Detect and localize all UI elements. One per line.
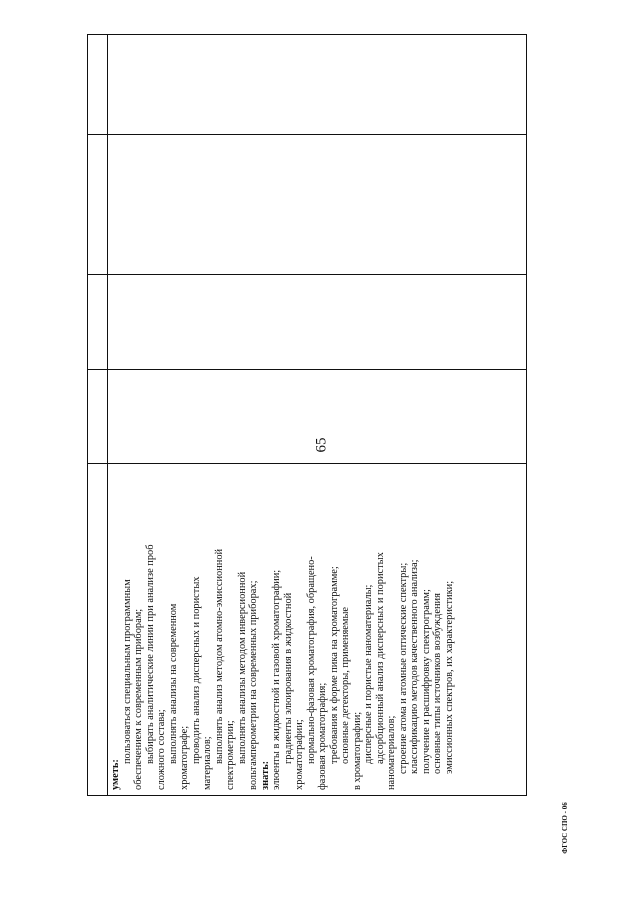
text-line: дисперсные и пористые наноматериалы; [363,584,374,764]
text-line: основные типы источников возбуждения [432,593,443,774]
text-line: выполнять анализ методом атомно-эмиссионной [213,548,225,764]
text-line: основные детекторы, применяемые [340,606,351,764]
text-line: адсорбционный анализ дисперсных и пористых [374,552,386,764]
table-row-divider [88,369,526,370]
page-number: 65 [313,437,330,453]
text-line: вольтамперометрии на современных приборах; [248,580,259,790]
text-line: выполнять анализы методом инверсионной [236,571,248,764]
text-line: градиенты элюирования в жидкостной [282,592,294,764]
text-line: эмиссионных спектров, их характеристики; [443,580,455,774]
text-line: сложного состава; [156,709,167,790]
text-line: выбирать аналитические линии при анализе проб [144,544,156,764]
section-heading: знать: [259,760,271,790]
text-line: нормально-фазовая хроматография, обращено- [305,556,317,764]
document-table [87,34,527,796]
text-line: элюенты в жидкостной и газовой хроматографии; [271,569,282,790]
text-line: получение и расшифровку спектрограмм; [420,589,432,774]
text-line: обеспечением к современным приборам; [133,608,144,790]
content-cell [108,465,516,794]
text-line: спектрометрии; [225,720,236,790]
text-line: проводить анализ дисперсных и пористых [190,576,202,764]
text-line: требования к форме пика на хроматограмме; [328,566,340,764]
text-line: фазовая хроматография; [317,682,328,790]
text-line: строение атома и атомные оптические спектры; [397,562,409,774]
table-row-divider [88,274,526,275]
text-line: хроматографе; [179,725,190,790]
text-line: материалов; [202,736,213,790]
text-line: наноматериалов; [386,715,397,790]
text-line: хроматографии; [294,719,305,790]
text-line: выполнять анализы на современном [167,603,179,764]
text-line: классификацию методов качественного анализа; [409,559,420,774]
text-line: пользоваться специальным программным [121,579,133,764]
text-line: в хроматографии; [351,711,363,790]
table-row-divider [88,134,526,135]
footer-code: ФГОС СПО - 06 [561,802,569,854]
section-heading: уметь: [110,759,121,790]
rotated-text-block [108,465,516,794]
table-row-divider [88,463,526,464]
